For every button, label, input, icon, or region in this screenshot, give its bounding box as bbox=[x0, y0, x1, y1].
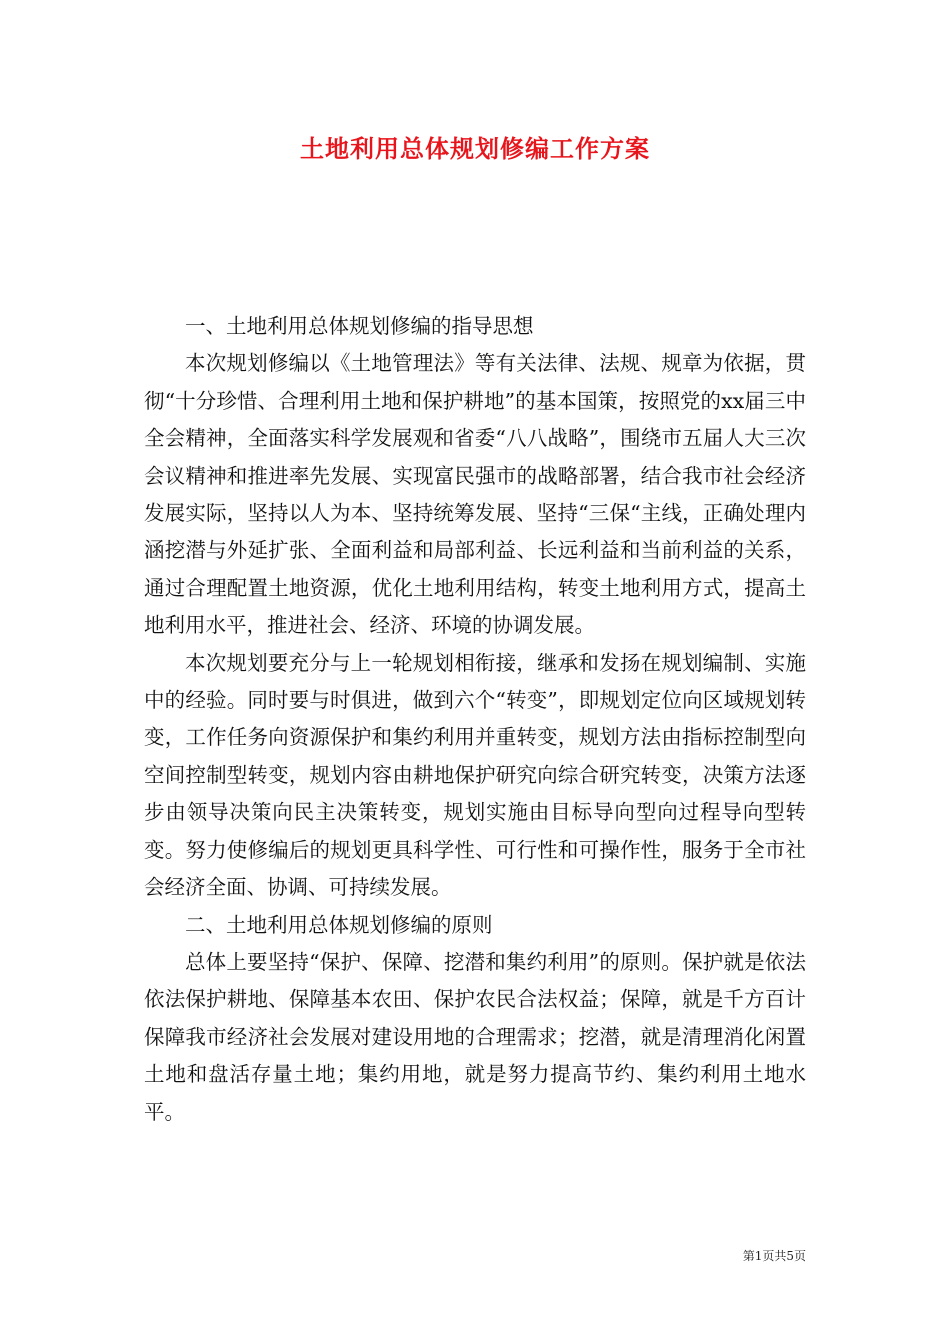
document-body bbox=[144, 308, 806, 1131]
document-title: 土地利用总体规划修编工作方案 bbox=[300, 134, 650, 163]
paragraph-principles: 总体上要坚持“保护、保障、挖潜和集约利用”的原则。保护就是依法依法保护耕地、保障基本农田、保护农民合法权益；保障，就是千方百计保障我市经济社会发展对建设用地的合理需求；挖潜，就是清理消化闲置土地和盘活存量土地；集约用地，就是努力提高节约、集约利用土地水平。 bbox=[144, 949, 806, 1124]
section-heading-principles: 二、土地利用总体规划修编的原则 bbox=[185, 912, 493, 937]
section-heading-guiding-ideology: 一、土地利用总体规划修编的指导思想 bbox=[185, 314, 534, 338]
paragraph-planning-transitions: 本次规划要充分与上一轮规划相衔接，继承和发扬在规划编制、实施中的经验。同时要与时俱进，做到六个“转变”，即规划定位向区域规划转变，工作任务向资源保护和集约利用并重转变，规划方法由指标控制型向空间控制型转变，规划内容由耕地保护研究向综合研究转变，决策方法逐步由领导决策向民主决策转变，规划实施由目标导向型向过程导向型转变。努力使修编后的规划更具科学性、可行性和可操作性，服务于全市社会经济全面、协调、可持续发展。 bbox=[144, 650, 806, 900]
page-number: 第1页共5页 bbox=[742, 1249, 806, 1263]
paragraph-guiding-ideology: 本次规划修编以《土地管理法》等有关法律、法规、规章为依据，贯彻“十分珍惜、合理利用土地和保护耕地”的基本国策，按照党的xx届三中全会精神，全面落实科学发展观和省委“八八战略”，围绕市五届人大三次会议精神和推进率先发展、实现富民强市的战略部署，结合我市社会经济发展实际，坚持以人为本、坚持统筹发展、坚持“三保“主线，正确处理内涵挖潜与外延扩张、全面利益和局部利益、长远利益和当前利益的关系，通过合理配置土地资源，优化土地利用结构，转变土地利用方式，提高土地利用水平，推进社会、经济、环境的协调发展。 bbox=[144, 351, 806, 638]
